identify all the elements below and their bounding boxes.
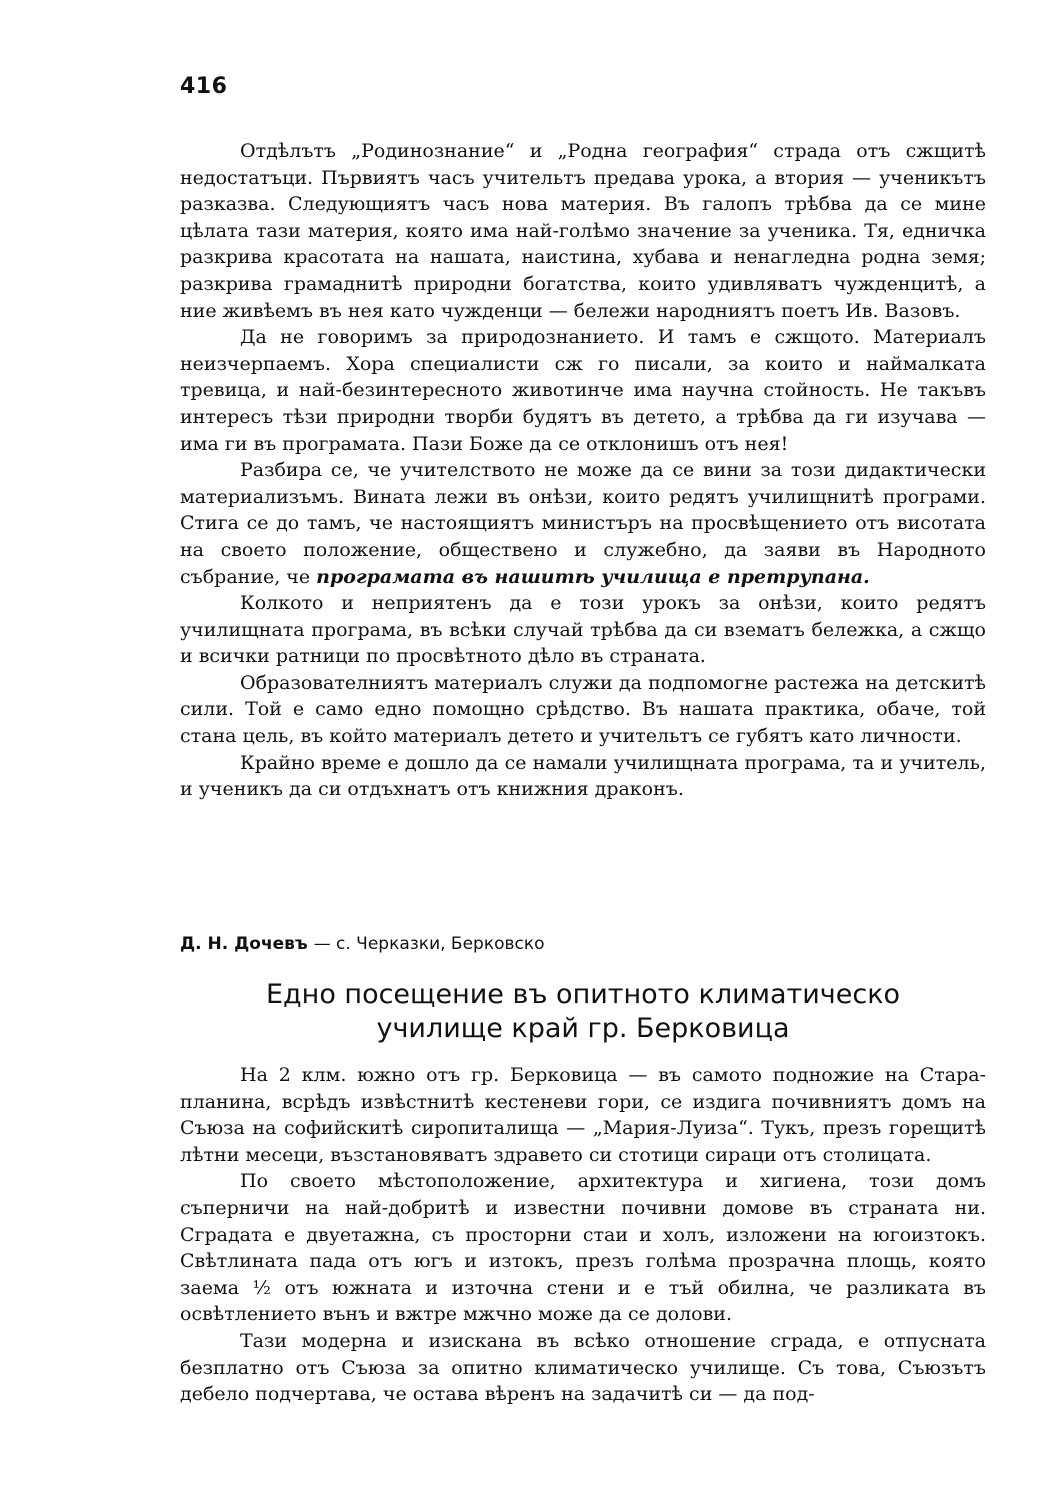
paragraph: Тази модерна и изискана въ всѣко отношение сграда, е отпусната безплатно отъ Съюза за опитно климатическо училище. Съ това, Съюзътъ дебело подчертава, че остава вѣренъ на задачитѣ си — да под- [180,1329,986,1406]
paragraph: На 2 клм. южно отъ гр. Берковица — въ самото подножие на Стара-планина, всрѣдъ извѣстнитѣ кестеневи гори, се издига почивниятъ домъ на Съюза на софийскитѣ сиропиталища — „Мария-Луиза“. Тукъ, презъ горещитѣ лѣтни месеци, възстановяватъ здравето си стотици сираци отъ столицата. [180,1064,986,1166]
paragraph: Образователниятъ материалъ служи да подпомогне растежа на детскитѣ сили. Той е само едно помощно срѣдство. Въ нашата практика, обаче, той стана цель, въ който материалъ детето и учительтъ се губятъ като личности. [180,671,986,748]
paragraph-text: Разбира се, че учителството не може да се вини за този дидактически материализъмъ. Вината лежи въ онѣзи, които редятъ училищнитѣ програми. Стига се до тамъ, че настоящиятъ министъръ на просвѣщението отъ висотата на своето положение, обществено и служебно, да заяви въ Народното събрание, че [180,459,986,588]
paragraph: Да не говоримъ за природознанието. И тамъ е сжщото. Материалъ неизчерпаемъ. Хора специалисти сж го писали, за които и наймалката тревица, и най-безинтересното животинче има научна стойность. Не такъвъ интересъ тѣзи природни творби будятъ въ детето, а трѣбва да ги изучава — има ги въ програмата. Пази Боже да се отклонишъ отъ нея! [180,326,986,455]
paragraph [180,457,986,590]
article-title [180,978,986,1046]
author-name: Д. Н. Дочевъ [180,934,308,954]
article-continuation [180,138,986,803]
emphasized-text: програмата въ нашитѣ училища е претрупана. [316,565,870,588]
author-place: — с. Черказки, Берковско [313,934,545,954]
article-title-line: Едно посещение въ опитното климатическо [265,979,901,1010]
byline [180,934,545,954]
article-body [180,1062,986,1408]
paragraph: Отдѣлътъ „Родинознание“ и „Родна география“ страда отъ сжщитѣ недостатъци. Първиятъ часъ учительтъ предава урока, а втория — ученикътъ разказва. Следующиятъ часъ нова материя. Въ галопъ трѣбва да се мине цѣлата тази материя, която има най-голѣмо значение за ученика. Тя, едничка разкрива красотата на нашата, наистина, хубава и ненагледна родна земя; разкрива грамаднитѣ природни богатства, които удивляватъ чужденцитѣ, а ние живѣемъ въ нея като чужденци — бележи народниятъ поетъ Ив. Вазовъ. [180,140,986,322]
paragraph: По своето мѣстоположение, архитектура и хигиена, този домъ съперничи на най-добритѣ и известни почивни домове въ страната ни. Сградата е двуетажна, съ просторни стаи и холъ, изложени на югоизтокъ. Свѣтлината пада отъ югъ и изтокъ, презъ голѣма прозрачна площь, която заема ½ отъ южната и източна стени и е тъй обилна, че разликата въ освѣтлението вънъ и вжтре мжчно може да се долови. [180,1170,986,1326]
paragraph: Крайно време е дошло да се намали училищната програма, та и учитель, и ученикъ да си отдъхнатъ отъ книжния драконъ. [180,751,986,801]
page-number: 416 [180,74,228,99]
paragraph: Колкото и неприятенъ да е този урокъ за онѣзи, които редятъ училищната програма, въ всѣки случай трѣбва да си взематъ бележка, а сжщо и всички ратници по просвѣтното дѣло въ страната. [180,592,986,668]
article-title-line: училище край гр. Берковица [376,1013,790,1044]
